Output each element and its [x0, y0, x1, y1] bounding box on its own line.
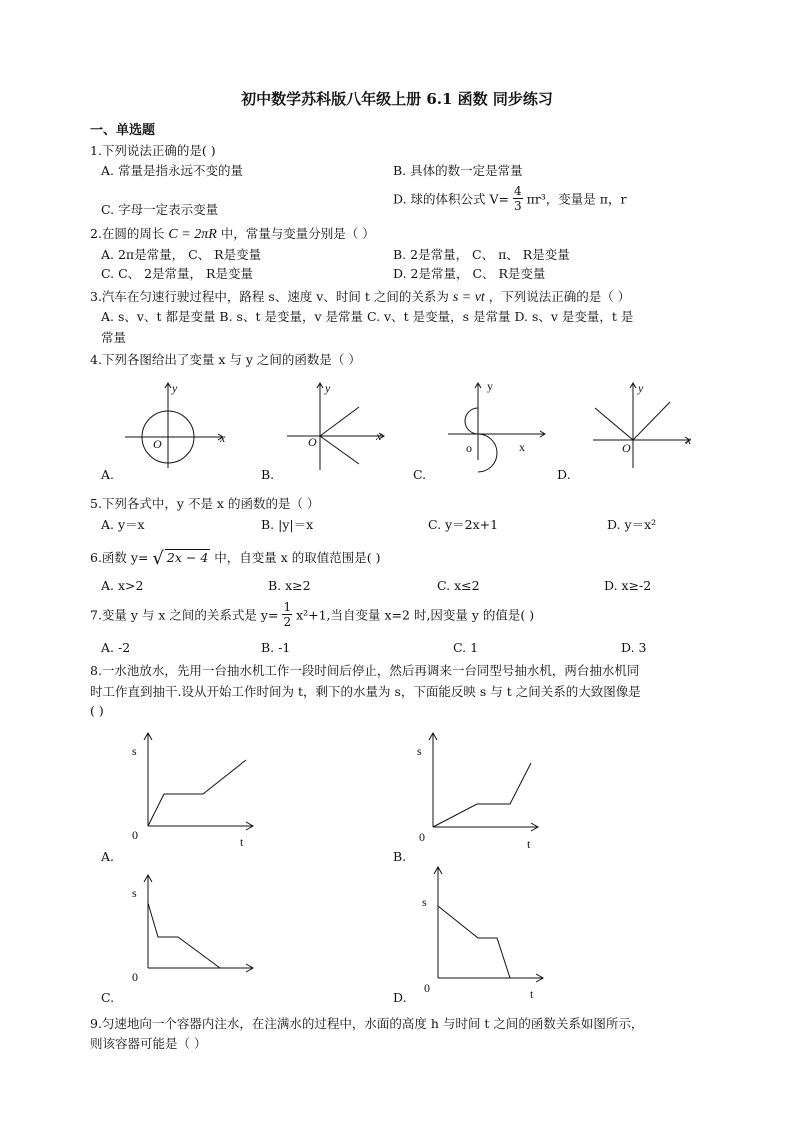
- q8-label-c: C.: [101, 990, 115, 1005]
- q2-stem: [90, 224, 375, 243]
- q2-stem-suffix: 中，常量与变量分别是（ ）: [220, 226, 375, 241]
- q4-graph-b: [284, 378, 394, 478]
- q8-label-d: D.: [393, 990, 407, 1005]
- q3-stem-prefix: 3.汽车在匀速行驶过程中，路程 s、速度 v、时间 t 之间的关系为: [90, 289, 449, 304]
- q1-option-c: C. 字母一定表示变量: [101, 202, 219, 217]
- q4d-x-label: x: [686, 433, 692, 447]
- q8-graph-a: [125, 728, 265, 853]
- q3-options-continued: 常量: [101, 330, 127, 345]
- page-title: 初中数学苏科版八年级上册 6.1 函数 同步练习: [241, 90, 553, 108]
- q6-option-c: C. x≤2: [437, 578, 480, 593]
- q4-label-d: D.: [557, 467, 571, 482]
- q8-graph-b: [410, 728, 550, 853]
- q1-fraction-numerator: 4: [513, 184, 522, 198]
- q4b-x-label: x: [376, 429, 382, 443]
- q8c-curve: [148, 903, 220, 968]
- q3-stem: [90, 287, 630, 306]
- q4b-y-label: y: [325, 381, 331, 395]
- q6-option-b: B. x≥2: [268, 578, 311, 593]
- q4b-lower-ray: [320, 436, 359, 464]
- q4-label-b: B.: [261, 467, 275, 482]
- q2-option-b: B. 2是常量， C、 π、 R是变量: [393, 247, 570, 262]
- q3-stem-suffix: ，下列说法正确的是（ ）: [488, 289, 631, 304]
- q5-option-a: A. y＝x: [101, 517, 145, 532]
- q6-option-a: A. x>2: [101, 578, 144, 593]
- q8b-t-label: t: [527, 837, 531, 851]
- q8b-zero-label: 0: [419, 830, 425, 844]
- q4-graph-c: [444, 378, 554, 478]
- q2-stem-prefix: 2.在圆的周长: [90, 226, 165, 241]
- q8-graph-c: [125, 870, 265, 995]
- q8-line-2: 时工作直到抽干.设从开始工作时间为 t，剩下的水量为 s，下面能反映 s 与 t 之间关系的大致图像是: [90, 684, 641, 699]
- q4c-left-semicircle: [465, 408, 478, 434]
- q1-option-d-prefix: D. 球的体积公式 V=: [393, 191, 509, 207]
- q8a-t-label: t: [240, 835, 244, 849]
- q4b-upper-ray: [320, 407, 359, 436]
- q6-radical-sign: √: [152, 548, 164, 569]
- q5-option-d: D. y＝x²: [607, 517, 657, 532]
- q6-stem: [90, 548, 381, 569]
- q8d-zero-label: 0: [424, 981, 430, 995]
- q1-option-d-suffix: πr³，变量是 π，r: [526, 191, 627, 207]
- q4-label-a: A.: [101, 467, 115, 482]
- q6-option-d: D. x≥-2: [604, 578, 652, 593]
- q4-label-c: C.: [413, 467, 427, 482]
- q1-fraction-denominator: 3: [513, 199, 522, 213]
- q2-option-c: C. C、 2是常量， R是变量: [101, 266, 253, 281]
- q6-stem-suffix: 中，自变量 x 的取值范围是( ): [214, 550, 381, 565]
- q3-options: A. s、v、t 都是变量 B. s、t 是变量，v 是常量 C. v、t 是变量，s 是常量 D. s、v 是变量，t 是: [101, 309, 634, 324]
- q4c-y-label: y: [487, 379, 493, 393]
- q2-formula: C = 2πR: [168, 227, 217, 242]
- q8b-curve: [433, 763, 531, 827]
- q7-stem: [90, 600, 534, 629]
- q4c-origin-label: o: [466, 441, 472, 455]
- q7-fraction: [282, 600, 292, 629]
- q8-label-b: B.: [393, 849, 407, 864]
- q9-line-2: 则该容器可能是（ ）: [90, 1036, 207, 1051]
- q2-option-d: D. 2是常量， C、 R是变量: [393, 266, 546, 281]
- q2-option-a: A. 2π是常量， C、 R是变量: [101, 247, 262, 262]
- q3-formula: s = vt: [452, 290, 485, 305]
- q4a-x-label: x: [220, 431, 226, 445]
- q4-stem: 4.下列各图给出了变量 x 与 y 之间的函数是（ ）: [90, 352, 361, 367]
- q7-option-a: A. -2: [101, 640, 131, 655]
- q8c-s-label: s: [132, 886, 137, 900]
- q4c-x-label: x: [519, 440, 525, 454]
- q8a-zero-label: 0: [132, 828, 138, 842]
- q4-graph-d: [590, 378, 700, 478]
- q8d-t-label: t: [530, 987, 534, 1001]
- q4d-left-ray: [595, 408, 633, 440]
- q5-stem: 5.下列各式中，y 不是 x 的函数的是（ ）: [90, 496, 320, 511]
- q7-option-b: B. -1: [261, 640, 291, 655]
- q8d-s-label: s: [422, 895, 427, 909]
- q7-stem-prefix: 7.变量 y 与 x 之间的关系式是 y=: [90, 607, 279, 623]
- q5-option-b: B. |y|＝x: [261, 517, 314, 532]
- q8b-s-label: s: [417, 744, 422, 758]
- q5-option-c: C. y＝2x+1: [428, 517, 499, 532]
- q4a-y-label: y: [172, 381, 178, 395]
- q8-line-3: ( ): [90, 703, 104, 718]
- q6-radicand: 2x − 4: [166, 550, 209, 565]
- q8-graph-d: [415, 862, 555, 1002]
- q8-line-1: 8.一水池放水，先用一台抽水机工作一段时间后停止，然后再调来一台同型号抽水机，两台抽水机同: [90, 663, 640, 678]
- q1-option-b: B. 具体的数一定是常量: [393, 163, 523, 178]
- q4d-right-ray: [633, 402, 670, 440]
- q4-graph-a: [120, 378, 240, 478]
- q8c-zero-label: 0: [132, 970, 138, 984]
- q7-option-d: D. 3: [621, 640, 647, 655]
- q8a-s-label: s: [132, 744, 137, 758]
- q4a-origin-label: O: [153, 437, 162, 451]
- q1-option-d: [393, 184, 626, 213]
- q4b-origin-label: O: [308, 435, 317, 449]
- q1-option-a: A. 常量是指永远不变的量: [101, 163, 243, 178]
- q1-stem: 1.下列说法正确的是( ): [90, 143, 216, 158]
- q6-stem-prefix: 6.函数 y=: [90, 550, 149, 565]
- section-heading: 一、单选题: [90, 123, 156, 138]
- q8d-curve: [438, 906, 510, 978]
- q4d-origin-label: O: [622, 441, 631, 455]
- q7-stem-suffix: x²+1,当自变量 x=2 时,因变量 y 的值是( ): [296, 607, 535, 623]
- q4d-y-label: y: [638, 381, 644, 395]
- q7-fraction-numerator: 1: [283, 600, 292, 614]
- q9-line-1: 9.匀速地向一个容器内注水，在注满水的过程中，水面的高度 h 与时间 t 之间的函数关系如图所示，: [90, 1016, 644, 1031]
- q7-option-c: C. 1: [453, 640, 479, 655]
- q7-fraction-denominator: 2: [283, 615, 292, 629]
- q8a-curve: [148, 760, 246, 826]
- q4c-right-semicircle: [478, 434, 497, 472]
- q8-label-a: A.: [101, 849, 115, 864]
- q1-fraction: [513, 184, 523, 213]
